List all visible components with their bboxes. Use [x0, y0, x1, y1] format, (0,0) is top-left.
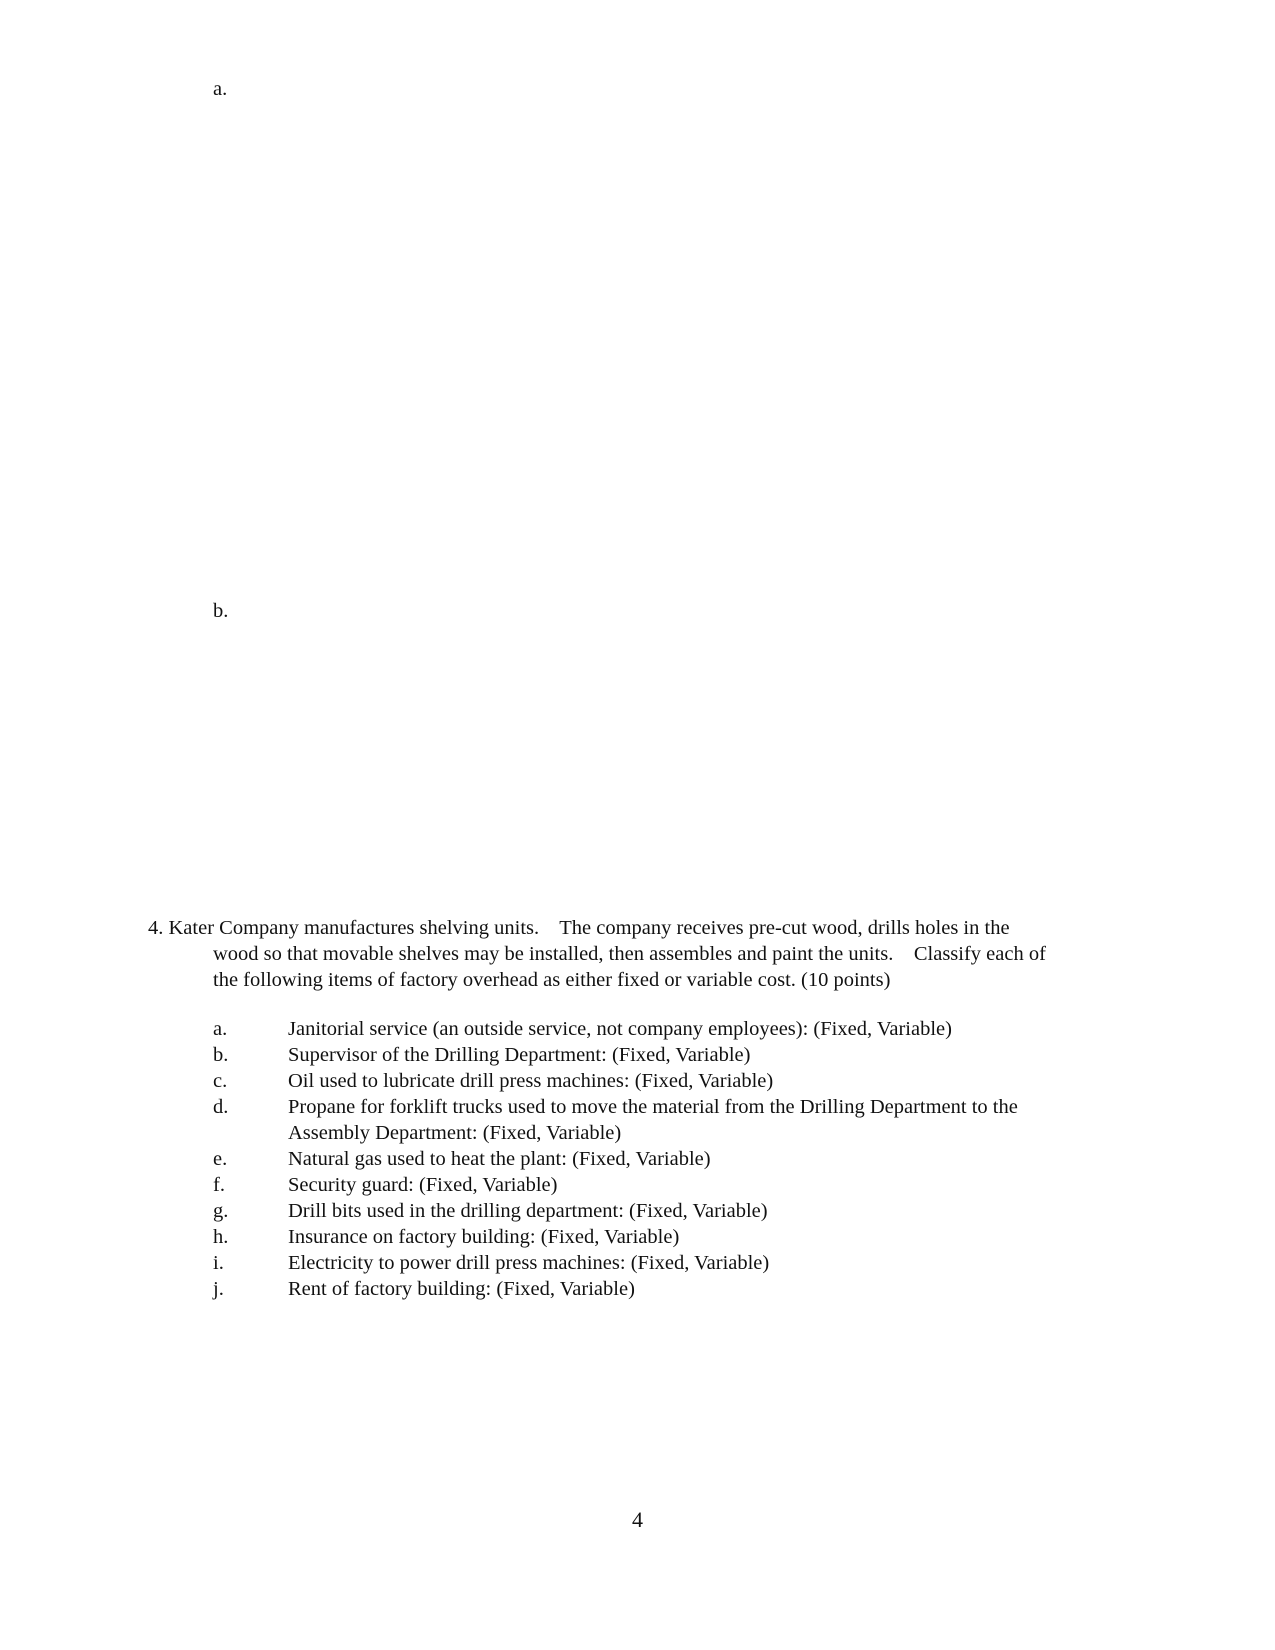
- list-item: [213, 1276, 1113, 1302]
- list-item: [213, 1198, 1113, 1224]
- overhead-items-list: [213, 1016, 1113, 1302]
- item-text: Oil used to lubricate drill press machines: (Fixed, Variable): [288, 1070, 774, 1092]
- item-text: Natural gas used to heat the plant: (Fixed, Variable): [288, 1148, 711, 1170]
- list-item: [213, 1224, 1113, 1250]
- item-letter: c.: [213, 1070, 228, 1092]
- item-letter: f.: [213, 1174, 225, 1196]
- item-letter: b.: [213, 1044, 229, 1066]
- item-letter: a.: [213, 1018, 228, 1040]
- item-letter: h.: [213, 1226, 229, 1248]
- list-item: [213, 1016, 1113, 1042]
- item-letter: g.: [213, 1200, 229, 1222]
- part-b-label: b.: [213, 600, 229, 622]
- list-item: [213, 1146, 1113, 1172]
- item-letter: j.: [213, 1278, 224, 1300]
- part-a-label: a.: [213, 78, 228, 100]
- question-4-line-3: the following items of factory overhead as either fixed or variable cost. (10 points): [213, 969, 891, 991]
- item-text-continued: Assembly Department: (Fixed, Variable): [288, 1122, 622, 1144]
- list-item: [213, 1172, 1113, 1198]
- item-text: Rent of factory building: (Fixed, Variable): [288, 1278, 635, 1300]
- item-text: Insurance on factory building: (Fixed, Variable): [288, 1226, 680, 1248]
- list-item: [213, 1068, 1113, 1094]
- item-text: Security guard: (Fixed, Variable): [288, 1174, 558, 1196]
- item-text: Propane for forklift trucks used to move the material from the Drilling Department to the: [288, 1096, 1018, 1118]
- item-letter: d.: [213, 1096, 229, 1118]
- item-text: Janitorial service (an outside service, not company employees): (Fixed, Variable): [288, 1018, 952, 1040]
- item-text: Electricity to power drill press machines: (Fixed, Variable): [288, 1252, 770, 1274]
- item-letter: i.: [213, 1252, 224, 1274]
- question-4-line-2: wood so that movable shelves may be installed, then assembles and paint the units. Classify each of: [213, 943, 1046, 965]
- list-item: [213, 1042, 1113, 1068]
- list-item: [213, 1094, 1113, 1146]
- question-4-line-1: 4. Kater Company manufactures shelving units. The company receives pre-cut wood, drills holes in the: [148, 917, 1010, 939]
- item-text: Drill bits used in the drilling department: (Fixed, Variable): [288, 1200, 768, 1222]
- item-letter: e.: [213, 1148, 228, 1170]
- item-text: Supervisor of the Drilling Department: (Fixed, Variable): [288, 1044, 751, 1066]
- page-number: 4: [632, 1507, 643, 1532]
- list-item: [213, 1250, 1113, 1276]
